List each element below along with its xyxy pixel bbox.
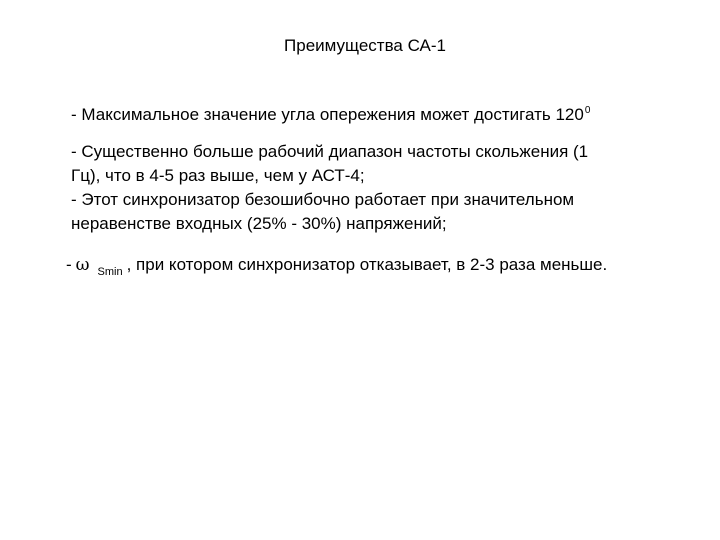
slip-range-line-2: Гц), что в 4-5 раз выше, чем у АСТ-4; [71,166,365,185]
degree-superscript: 0 [584,105,591,116]
voltage-inequality-line-2: неравенстве входных (25% - 30%) напряжений; [71,214,447,233]
voltage-inequality-line-1: - Этот синхронизатор безошибочно работает при значительном [71,190,575,209]
advantage-omega-smin [66,253,607,279]
advantage-slip-range [71,140,588,236]
advantage-max-angle-text: - Максимальное значение угла опережения может достигать 120 [71,105,584,124]
slide-title: Преимущества СА-1 [284,36,446,55]
advantage-max-angle [71,103,590,130]
slip-range-line-1: - Существенно больше рабочий диапазон частоты скольжения (1 [71,142,589,161]
omega-subscript: Smin [97,266,123,278]
omega-symbol: ω [75,255,90,275]
omega-prefix: - [66,255,72,274]
omega-suffix: , при котором синхронизатор отказывает, в 2-3 раза меньше. [126,255,608,274]
